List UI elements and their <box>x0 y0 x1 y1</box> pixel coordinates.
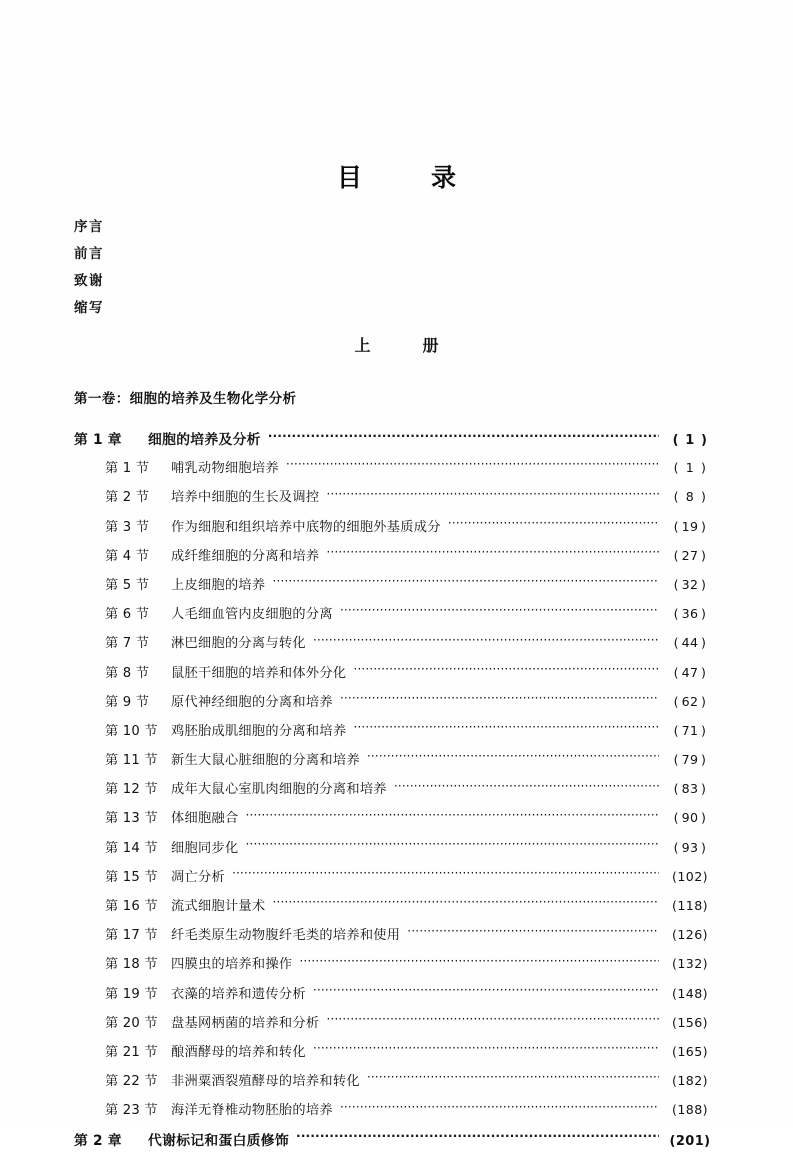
dot-leader <box>313 1043 659 1056</box>
page-close-paren: ) <box>701 693 707 709</box>
toc-entry-page <box>661 810 719 825</box>
dot-leader <box>272 897 659 910</box>
toc-entry-label: 第 5 节 <box>105 577 150 593</box>
dot-leader <box>245 838 659 851</box>
toc-entry-title: 代谢标记和蛋白质修饰 <box>148 1132 289 1149</box>
toc-chapter-row[interactable] <box>74 428 719 457</box>
page-number: 90 <box>681 810 699 826</box>
page-close-paren: ) <box>701 489 707 505</box>
toc-entry-page <box>661 781 719 796</box>
dot-leader <box>245 809 659 822</box>
toc-entry-page <box>661 927 719 942</box>
toc-entry-title: 成年大鼠心室肌肉细胞的分离和培养 <box>171 782 387 798</box>
toc-entry-page <box>661 1073 719 1088</box>
toc-entry-page <box>661 898 719 913</box>
toc-section-row[interactable] <box>74 632 719 661</box>
toc-entry-title: 酿酒酵母的培养和转化 <box>171 1044 306 1060</box>
toc-entry-page <box>661 577 719 592</box>
page-number: 102 <box>677 868 703 884</box>
toc-entry-page <box>661 548 719 563</box>
toc-chapter-row[interactable] <box>74 1129 719 1158</box>
page-open-paren: ( <box>673 576 679 592</box>
page-open-paren: ( <box>672 956 678 972</box>
page-number: 148 <box>677 985 703 1001</box>
page-open-paren: ( <box>673 606 679 622</box>
page-open-paren: ( <box>672 985 678 1001</box>
toc-section-row[interactable] <box>74 778 719 807</box>
toc-section-row[interactable] <box>74 953 719 982</box>
page-open-paren: ( <box>669 1133 676 1149</box>
dot-leader <box>367 1072 659 1085</box>
toc-entry-label: 第 16 节 <box>105 899 158 914</box>
toc-entry-title: 淋巴细胞的分离与转化 <box>171 636 306 652</box>
page-number: 93 <box>681 839 699 855</box>
toc-entry-label: 第 15 节 <box>105 869 158 885</box>
page-open-paren: ( <box>673 664 679 680</box>
page-close-paren: ) <box>704 1133 711 1149</box>
page-number: 182 <box>677 1073 703 1089</box>
page-number: 156 <box>677 1014 703 1030</box>
frontmatter-item: 缩写 <box>74 300 104 316</box>
page-open-paren: ( <box>672 898 678 913</box>
page-open-paren: ( <box>673 810 679 826</box>
toc-entry-label: 第 2 章 <box>74 1132 122 1149</box>
toc-entry-title: 上皮细胞的培养 <box>171 577 266 593</box>
toc-entry-page <box>661 460 719 475</box>
toc-entry-title: 作为细胞和组织培养中底物的细胞外基质成分 <box>171 519 441 535</box>
part-heading: 第一卷：细胞的培养及生物化学分析 <box>74 391 297 407</box>
toc-entry-page <box>661 723 719 738</box>
toc-section-row[interactable] <box>74 691 719 720</box>
page-number: 8 <box>685 489 695 505</box>
page-close-paren: ) <box>701 839 707 855</box>
toc-entry-page <box>661 635 719 650</box>
toc-entry-label: 第 3 节 <box>105 519 150 535</box>
page-number: 47 <box>681 664 699 680</box>
volume-heading: 上 册 <box>354 336 457 355</box>
page-close-paren: ) <box>701 576 707 592</box>
toc-section-row[interactable] <box>74 486 719 515</box>
toc-entry-title: 海洋无脊椎动物胚胎的培养 <box>171 1103 333 1119</box>
dot-leader <box>407 926 659 939</box>
toc-entry-label: 第 2 节 <box>105 490 150 506</box>
toc-entry-label: 第 14 节 <box>105 840 158 856</box>
dot-leader <box>313 634 659 647</box>
page-close-paren: ) <box>702 956 708 972</box>
page-close-paren: ) <box>702 1102 708 1118</box>
toc-entry-title: 四膜虫的培养和操作 <box>171 957 293 973</box>
page-number: 62 <box>681 693 699 709</box>
page-close-paren: ) <box>701 635 707 651</box>
toc-entry-label: 第 13 节 <box>105 811 158 827</box>
toc-entry-label: 第 22 节 <box>105 1074 158 1090</box>
toc-entry-page <box>661 519 719 534</box>
toc-entry-page <box>661 956 719 971</box>
page-number: 19 <box>681 518 699 534</box>
page-close-paren: ) <box>701 752 707 768</box>
dot-leader <box>268 430 659 444</box>
toc-entry-label: 第 1 节 <box>105 461 150 477</box>
toc-section-row[interactable] <box>74 603 719 632</box>
toc-section-row[interactable] <box>74 1099 719 1128</box>
toc-entry-title: 体细胞融合 <box>171 811 239 827</box>
dot-leader <box>367 751 659 764</box>
dot-leader <box>340 1101 659 1114</box>
page-close-paren: ) <box>701 722 707 738</box>
page-close-paren: ) <box>701 547 707 563</box>
toc-entry-title: 新生大鼠心脏细胞的分离和培养 <box>171 753 360 769</box>
page-open-paren: ( <box>672 1102 678 1118</box>
page-open-paren: ( <box>672 433 679 448</box>
page-open-paren: ( <box>672 1073 678 1089</box>
page-close-paren: ) <box>701 460 707 476</box>
page-number: 27 <box>681 547 699 563</box>
toc-entry-title: 鸡胚胎成肌细胞的分离和培养 <box>171 723 347 739</box>
toc-section-row[interactable] <box>74 1041 719 1070</box>
toc-section-row[interactable] <box>74 545 719 574</box>
page-open-paren: ( <box>672 927 678 943</box>
page-close-paren: ) <box>701 664 707 680</box>
dot-leader <box>340 693 659 706</box>
toc-entry-page <box>661 840 719 855</box>
toc-entry-title: 人毛细血管内皮细胞的分离 <box>171 607 333 623</box>
toc-section-row[interactable] <box>74 457 719 486</box>
toc-entry-label: 第 19 节 <box>105 986 158 1002</box>
dot-leader <box>326 547 659 560</box>
page-close-paren: ) <box>701 518 707 534</box>
toc-entry-label: 第 11 节 <box>105 753 158 769</box>
toc-section-row[interactable] <box>74 895 719 924</box>
toc-entry-page <box>661 665 719 680</box>
frontmatter-item: 前言 <box>74 246 104 262</box>
toc-entry-label: 第 23 节 <box>105 1103 158 1119</box>
page-number: 126 <box>677 927 703 943</box>
toc-entry-title: 培养中细胞的生长及调控 <box>171 490 320 506</box>
toc-section-row[interactable] <box>74 1012 719 1041</box>
dot-leader <box>326 1014 659 1027</box>
page-title: 目 录 <box>336 163 478 192</box>
page-close-paren: ) <box>701 606 707 622</box>
toc-entry-page <box>661 869 719 884</box>
toc-entry-page <box>661 1134 719 1149</box>
page-close-paren: ) <box>702 927 708 943</box>
toc-entry-label: 第 10 节 <box>105 723 158 739</box>
toc-entry-page <box>661 606 719 621</box>
dot-leader <box>340 605 659 618</box>
page-number: 79 <box>681 752 699 768</box>
toc-entry-label: 第 9 节 <box>105 694 150 710</box>
page-open-paren: ( <box>673 781 679 797</box>
page-number: 165 <box>677 1043 703 1059</box>
toc-entry-label: 第 7 节 <box>105 636 150 652</box>
dot-leader <box>326 488 659 501</box>
dot-leader <box>448 517 659 530</box>
toc-entry-label: 第 12 节 <box>105 782 158 798</box>
toc-section-row[interactable] <box>74 924 719 953</box>
toc-entry-title: 哺乳动物细胞培养 <box>171 461 279 477</box>
toc-entry-title: 成纤维细胞的分离和培养 <box>171 548 320 564</box>
toc-entry-title: 流式细胞计量术 <box>171 899 266 914</box>
page-number: 71 <box>681 722 699 738</box>
page-number: 44 <box>681 635 699 651</box>
toc-entry-page <box>661 1044 719 1059</box>
page-number: 36 <box>681 606 699 622</box>
toc-entry-page <box>661 1015 719 1030</box>
dot-leader <box>299 955 659 968</box>
toc-section-row[interactable] <box>74 807 719 836</box>
dot-leader <box>353 663 659 676</box>
dot-leader <box>313 984 659 997</box>
toc-section-row[interactable] <box>74 720 719 749</box>
page-close-paren: ) <box>702 1014 708 1030</box>
dot-leader <box>394 780 659 793</box>
page-number: 1 <box>685 460 695 476</box>
toc-entry-title: 凋亡分析 <box>171 869 225 885</box>
toc-entry-page <box>661 1102 719 1117</box>
toc-entry-title: 细胞同步化 <box>171 840 239 856</box>
toc-section-row[interactable] <box>74 749 719 778</box>
page-open-paren: ( <box>673 722 679 738</box>
page-open-paren: ( <box>672 1043 678 1059</box>
toc-list <box>74 428 719 1158</box>
toc-entry-label: 第 18 节 <box>105 957 158 973</box>
toc-entry-title: 细胞的培养及分析 <box>148 432 261 448</box>
toc-entry-title: 衣藻的培养和遗传分析 <box>171 986 306 1002</box>
toc-entry-page <box>661 489 719 504</box>
page-open-paren: ( <box>672 868 678 884</box>
toc-entry-label: 第 20 节 <box>105 1015 158 1031</box>
page-number: 118 <box>677 898 703 913</box>
page-open-paren: ( <box>673 489 679 505</box>
page-number: 132 <box>677 956 703 972</box>
page-close-paren: ) <box>702 898 708 913</box>
page-close-paren: ) <box>701 781 707 797</box>
toc-section-row[interactable] <box>74 574 719 603</box>
toc-entry-page <box>661 986 719 1001</box>
dot-leader <box>296 1131 659 1145</box>
frontmatter-item: 序言 <box>74 219 104 235</box>
toc-entry-title: 鼠胚干细胞的培养和体外分化 <box>171 665 347 681</box>
page-open-paren: ( <box>673 635 679 651</box>
page-close-paren: ) <box>702 868 708 884</box>
toc-section-row[interactable] <box>74 516 719 545</box>
toc-entry-label: 第 6 节 <box>105 607 150 623</box>
page-close-paren: ) <box>701 433 708 448</box>
page-open-paren: ( <box>673 547 679 563</box>
toc-section-row[interactable] <box>74 983 719 1012</box>
page-number: 32 <box>681 576 699 592</box>
page-number: 83 <box>681 781 699 797</box>
toc-entry-title: 非洲粟酒裂殖酵母的培养和转化 <box>171 1074 360 1090</box>
toc-entry-label: 第 17 节 <box>105 928 158 944</box>
page-open-paren: ( <box>673 839 679 855</box>
toc-section-row[interactable] <box>74 1070 719 1099</box>
page-open-paren: ( <box>673 752 679 768</box>
toc-entry-title: 盘基网柄菌的培养和分析 <box>171 1015 320 1031</box>
toc-entry-label: 第 1 章 <box>74 432 122 448</box>
toc-entry-page <box>661 694 719 709</box>
dot-leader <box>286 459 659 472</box>
toc-entry-page <box>661 433 719 448</box>
page-open-paren: ( <box>673 518 679 534</box>
toc-section-row[interactable] <box>74 837 719 866</box>
page-open-paren: ( <box>673 693 679 709</box>
toc-entry-label: 第 8 节 <box>105 665 150 681</box>
page-number: 201 <box>675 1133 705 1149</box>
dot-leader <box>232 868 659 881</box>
dot-leader <box>272 576 659 589</box>
page-number: 188 <box>677 1102 703 1118</box>
page-close-paren: ) <box>702 1073 708 1089</box>
toc-entry-title: 纤毛类原生动物腹纤毛类的培养和使用 <box>171 928 401 944</box>
frontmatter-list <box>74 214 274 322</box>
toc-entry-label: 第 21 节 <box>105 1044 158 1060</box>
toc-section-row[interactable] <box>74 866 719 895</box>
page-close-paren: ) <box>702 985 708 1001</box>
page-open-paren: ( <box>673 460 679 476</box>
toc-entry-page <box>661 752 719 767</box>
toc-entry-label: 第 4 节 <box>105 548 150 564</box>
page-number: 1 <box>685 433 695 448</box>
page-open-paren: ( <box>672 1014 678 1030</box>
page-close-paren: ) <box>701 810 707 826</box>
dot-leader <box>353 722 659 735</box>
toc-entry-title: 原代神经细胞的分离和培养 <box>171 694 333 710</box>
page-close-paren: ) <box>702 1043 708 1059</box>
toc-section-row[interactable] <box>74 662 719 691</box>
frontmatter-item: 致谢 <box>74 273 104 289</box>
